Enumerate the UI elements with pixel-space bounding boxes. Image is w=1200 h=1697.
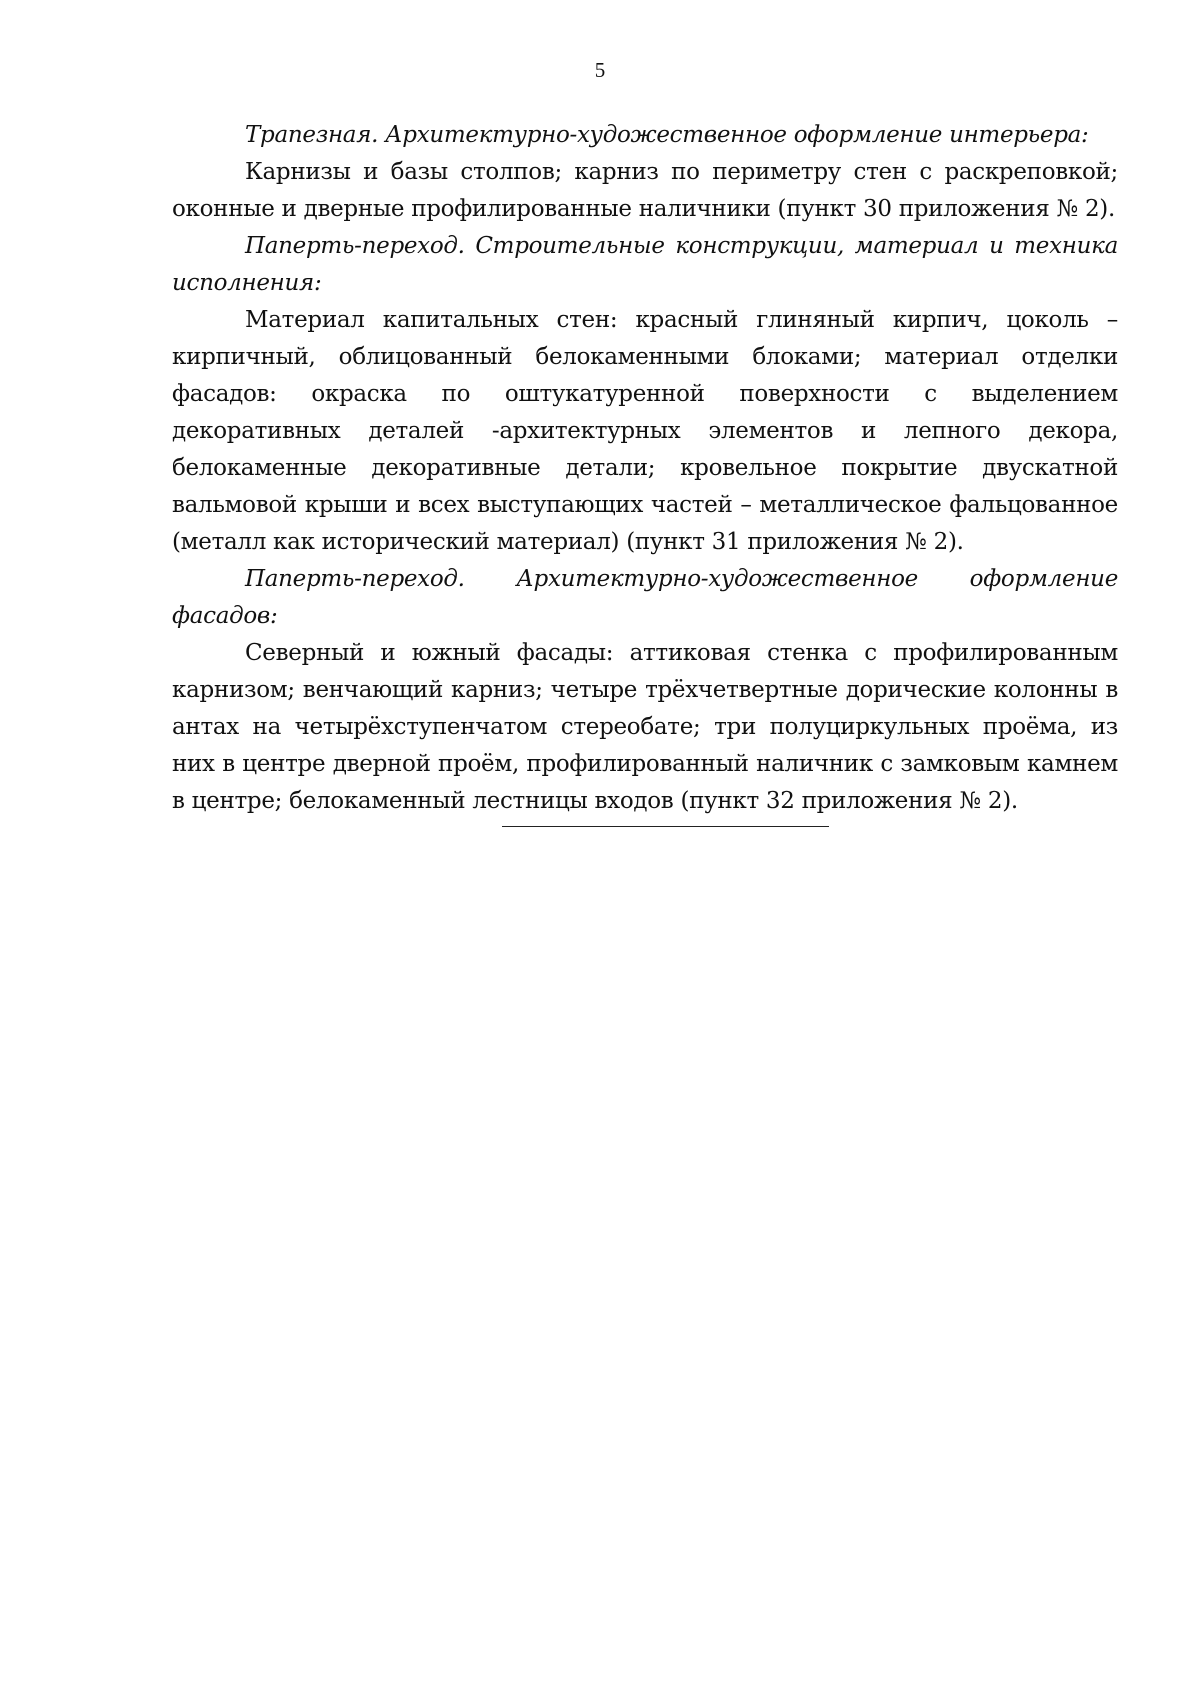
paragraph-porch-construction: Материал капитальных стен: красный глиняный кирпич, цоколь – кирпичный, облицованный белокаменными блоками; материал отделки фасадов: окраска по оштукатуренной поверхности с выделением декоративных деталей -архитектурных элементов и лепного декора, белокаменные декоративные детали; кровельное покрытие двускатной вальмовой крыши и всех выступающих частей – металлическое фальцованное (металл как исторический материал) (пункт 31 приложения № 2).	[172, 307, 1118, 555]
page-number: 5	[594, 58, 606, 82]
section-heading-refectory-interior: Трапезная. Архитектурно-художественное оформление интерьера:	[245, 122, 1089, 148]
end-divider-line	[502, 826, 829, 827]
section-heading-porch-facades: Паперть-переход. Архитектурно-художественное оформление фасадов:	[172, 566, 1118, 629]
section-heading-porch-construction: Паперть-переход. Строительные конструкции, материал и техника исполнения:	[172, 233, 1118, 296]
document-body	[172, 117, 1118, 820]
paragraph-refectory-interior: Карнизы и базы столпов; карниз по периметру стен с раскреповкой; оконные и дверные профилированные наличники (пункт 30 приложения № 2).	[172, 159, 1118, 222]
paragraph-porch-facades: Северный и южный фасады: аттиковая стенка с профилированным карнизом; венчающий карниз; четыре трёхчетвертные дорические колонны в антах на четырёхступенчатом стереобате; три полуциркульных проёма, из них в центре дверной проём, профилированный наличник с замковым камнем в центре; белокаменный лестницы входов (пункт 32 приложения № 2).	[172, 640, 1118, 814]
